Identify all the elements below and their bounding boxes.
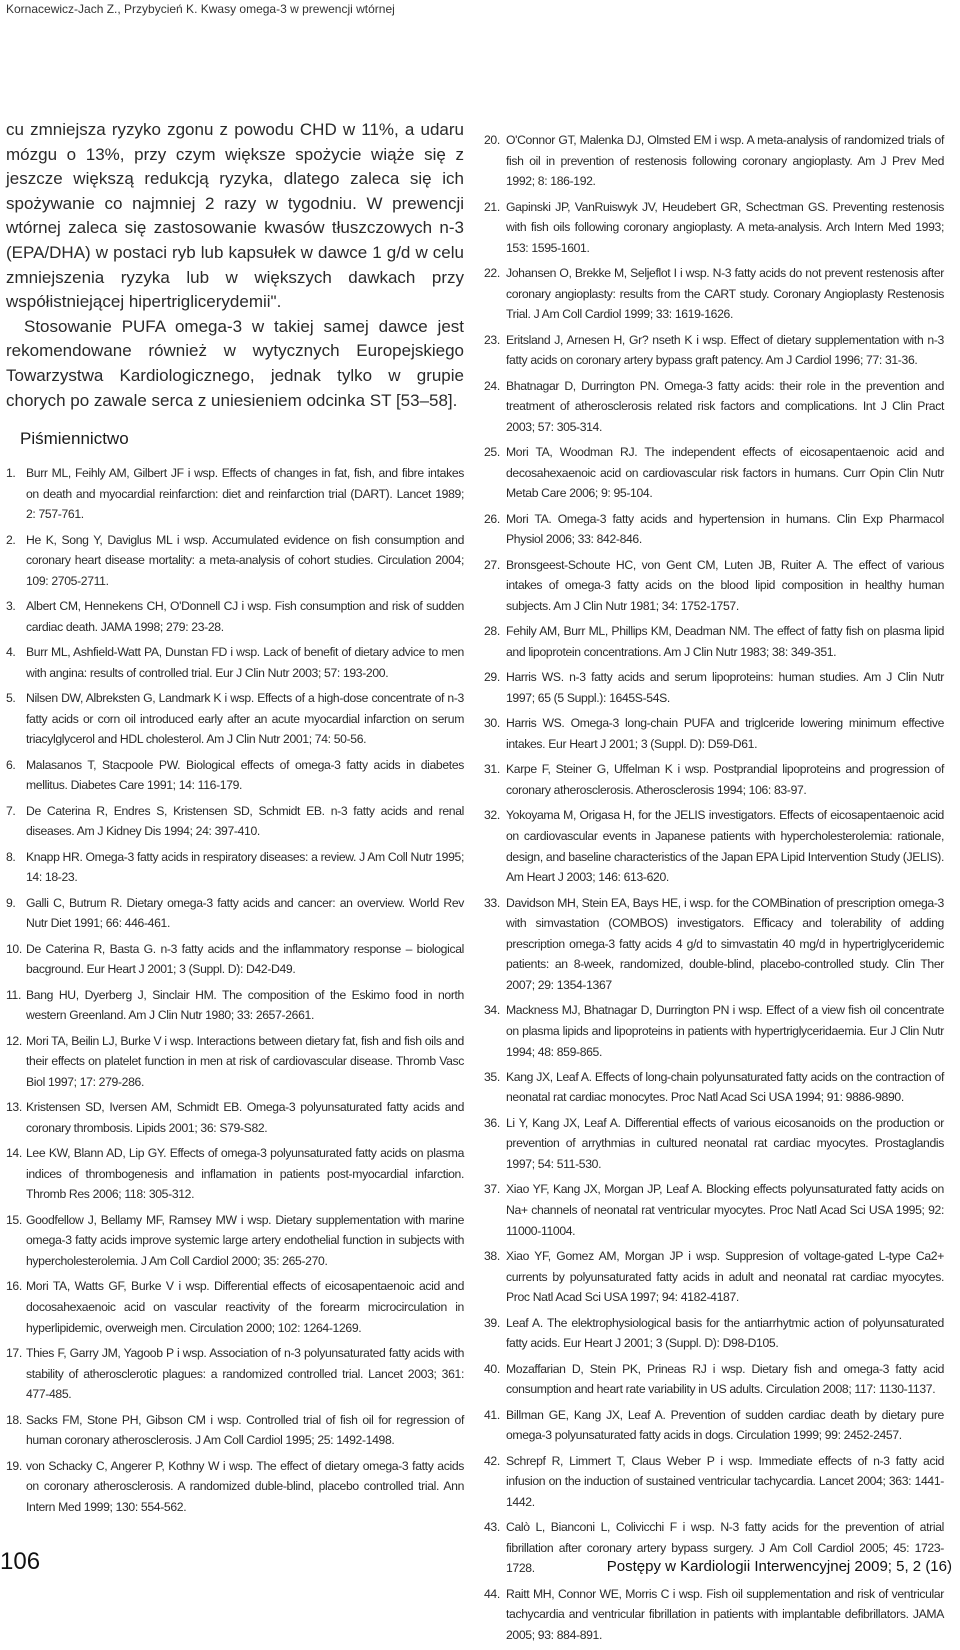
reference-number: 34. [484,1003,500,1018]
reference-item [6,463,464,525]
reference-item [484,555,944,617]
reference-text: Li Y, Kang JX, Leaf A. Differential effects of various eicosanoids on the production or prevention of arrythmias in cultured neonatal rat cardiac myocytes. Prostaglandis 1997; 54: 511-530. [506,1115,944,1172]
reference-item [484,1067,944,1108]
reference-text: Harris WS. n-3 fatty acids and serum lipoproteins: human studies. Am J Clin Nutr 1997; 65 (5 Suppl.): 1645S-54S. [506,670,944,706]
reference-item [6,939,464,980]
reference-item [484,1359,944,1400]
reference-number: 30. [484,716,500,731]
reference-number: 39. [484,1315,500,1330]
left-column [6,118,464,1522]
reference-number: 12. [6,1033,22,1048]
reference-item [484,621,944,662]
reference-text: Mori TA, Woodman RJ. The independent effects of eicosapentaenoic acid and decosahexaenoic acid on cardiovascular risk factors in humans. Curr Opin Clin Nutr Metab Care 2006; 9: 95-104. [506,445,944,501]
reference-number: 26. [484,511,500,526]
reference-text: O'Connor GT, Malenka DJ, Olmsted EM i wsp. A meta-analysis of randomized trials of fish oil in prevention of restenosis following coronary angioplasty. Am J Prev Med 1992; 8: 186-192. [506,133,944,189]
reference-number: 27. [484,557,500,572]
reference-text: von Schacky C, Angerer P, Kothny W i wsp. The effect of dietary omega-3 fatty acids on coronary atherosclerosis. A randomized duble-blind, placebo controlled trial. Ann Intern Med 1999; 130: 554-562. [26,1458,464,1514]
reference-number: 32. [484,808,500,823]
reference-item [6,642,464,683]
reference-number: 3. [6,599,16,614]
body-paragraph-1: cu zmniejsza ryzyko zgonu z powodu CHD w 11%, a udaru mózgu o 13%, przy czym większe spożycie wiąże się z jeszcze większą redukcją ryzyka, dlatego zaleca się ich spożywanie co najmniej 2 razy w tygodniu. W prewencji wtórnej zaleca się zastosowanie kwasów tłuszczowych n-3 (EPA/DHA) w postaci ryb lub kapsułek w dawce 1 g/d w celu zmniejszenia ryzyka lub w większych dawkach przy współistniejącej hipertriglicerydemii". [6,120,464,312]
reference-text: Mori TA, Watts GF, Burke V i wsp. Differential effects of eicosapentaenoic acid and docosahexaenoic acid on vascular reactivity of the forearm microcirculation in hyperlipidemic, overweigh men. Circulation 2000; 102: 1264-1269. [26,1279,464,1335]
reference-number: 15. [6,1212,22,1227]
reference-text: Mackness MJ, Bhatnagar D, Durrington PN i wsp. Effect of a view fish oil concentrate on plasma lipids and lipoproteins in patients with hypertriglyceridaemia. Eur J Clin Nutr 1994; 48: 859-865. [506,1003,944,1059]
reference-item [484,1584,944,1646]
references-heading: Piśmiennictwo [20,429,129,449]
reference-text: Johansen O, Brekke M, Seljeflot I i wsp. N-3 fatty acids do not prevent restenosis after coronary angioplasty: results from the CART study. Coronary Angioplasty Restenosis Trial. J Am Coll Cardiol 1999; 33: 1619-1626. [506,266,944,322]
reference-item [6,1097,464,1138]
reference-item [484,893,944,996]
reference-text: Davidson MH, Stein EA, Bays HE, i wsp. for the COMBination of prescription omega-3 with simvastation (COMBOS) investigators. Efficacy and tolerability of adding prescription omega-3 fatty acids 4 g/d to simvastatin 40 mg/d in hypertriglyceridemic patients: an 8-week, randomized, double-blind, placebo-controlled study. Clin Ther 2007; 29: 1354-1367 [506,895,944,992]
reference-text: Karpe F, Steiner G, Uffelman K i wsp. Postprandial lipoproteins and progression of coronary atherosclerosis. Atherosclerosis 1994; 106: 83-97. [506,762,944,797]
reference-item [6,688,464,750]
reference-item [484,1313,944,1354]
reference-number: 23. [484,332,500,347]
reference-number: 4. [6,645,16,660]
reference-text: Xiao YF, Gomez AM, Morgan JP i wsp. Suppresion of voltage-gated L-type Ca2+ currents by polyunsaturated fatty acids in adult and neonatal rat cardiac myocytes. Proc Natl Acad Sci USA 1997; 94: 4182-4187. [506,1249,944,1305]
reference-text: Gapinski JP, VanRuiswyk JV, Heudebert GR, Schectman GS. Preventing restenosis with fish oils following coronary angioplasty. A meta-analysis. Arch Intern Med 1993; 153: 1595-1601. [506,199,944,255]
body-paragraph-2: Stosowanie PUFA omega-3 w takiej samej dawce jest rekomendowane również w wytycznych Europejskiego Towarzystwa Kardiologicznego, jednak tylko w grupie chorych po zawale serca z uniesieniem odcinka ST [53–58]. [6,316,464,410]
reference-text: Mozaffarian D, Stein PK, Prineas RJ i wsp. Dietary fish and omega-3 fatty acid consumption and heart rate variability in US adults. Circulation 2008; 117: 1130-1137. [506,1361,944,1397]
reference-text: Sacks FM, Stone PH, Gibson CM i wsp. Controlled trial of fish oil for regression of human coronary atherosclerosis. J Am Coll Cardiol 1995; 25: 1492-1498. [26,1412,464,1448]
reference-item [6,1031,464,1093]
reference-text: Eritsland J, Arnesen H, Gr? nseth K i wsp. Effect of dietary supplementation with n-3 fatty acids on coronary artery bypass graft patency. Am J Cardiol 1996; 77: 31-36. [506,332,944,368]
reference-item [6,1456,464,1518]
reference-text: De Caterina R, Basta G. n-3 fatty acids and the inflammatory response – biological bacground. Eur Heart J 2001; 3 (Suppl. D): D42-D49. [26,941,464,977]
reference-number: 13. [6,1100,22,1115]
journal-footer: Postępy w Kardiologii Interwencyjnej 2009; 5, 2 (16) [606,1558,952,1575]
reference-item [6,1210,464,1272]
reference-item [6,1276,464,1338]
reference-item [484,197,944,259]
reference-text: Burr ML, Ashfield-Watt PA, Dunstan FD i wsp. Lack of benefit of dietary advice to men with angina: results of controlled trial. Eur J Clin Nutr 2003; 57: 193-200. [26,645,464,680]
reference-item [6,801,464,842]
reference-item [6,893,464,934]
reference-text: Xiao YF, Kang JX, Morgan JP, Leaf A. Blocking effects polyunsaturated fatty acids on Na+ channels of neonatal rat ventricular myocytes. Proc Natl Acad Sci USA 1995; 92: 11000-11004. [506,1182,944,1238]
reference-item [484,1246,944,1308]
reference-number: 6. [6,757,16,772]
reference-number: 20. [484,133,500,147]
reference-text: Thies F, Garry JM, Yagoob P i wsp. Association of n-3 polyunsaturated fatty acids with stability of atherosclerotic plagues: a randomized controlled trial. Lancet 2003; 361: 477-485. [26,1346,464,1402]
reference-text: Bronsgeest-Schoute HC, von Gent CM, Luten JB, Ruiter A. The effect of various intakes of omega-3 fatty acids on the blood lipid composition in healthy human subjects. Am J Clin Nutr 1981; 34: 1752-1757. [506,557,944,614]
reference-item [484,713,944,754]
reference-number: 40. [484,1361,500,1376]
references-list-left [6,463,464,1517]
reference-item [6,1143,464,1205]
reference-item [6,596,464,637]
reference-item [484,759,944,800]
reference-number: 42. [484,1453,500,1468]
running-header: Kornacewicz-Jach Z., Przybycień K. Kwasy omega-3 w prewencji wtórnej [6,2,395,16]
reference-number: 28. [484,624,500,639]
page-number: 106 [0,1548,41,1575]
reference-text: Calò L, Bianconi L, Colivicchi F i wsp. N-3 fatty acids for the prevention of atrial fibrillation after coronary artery bypass surgery. J Am Coll Cardiol 2005; 45: 1723-1728. [506,1520,944,1576]
reference-text: Malasanos T, Stacpoole PW. Biological effects of omega-3 fatty acids in diabetes mellitus. Diabetes Care 1991; 14: 116-179. [26,757,464,793]
reference-item [484,1405,944,1446]
reference-text: Harris WS. Omega-3 long-chain PUFA and triglceride lowering minimum effective intakes. Eur Heart J 2001; 3 (Suppl. D): D59-D61. [506,716,944,751]
reference-text: Albert CM, Hennekens CH, O'Donnell CJ i wsp. Fish consumption and risk of sudden cardiac death. JAMA 1998; 279: 23-28. [26,599,464,634]
reference-item [484,1000,944,1062]
reference-number: 31. [484,762,500,777]
reference-item [6,847,464,888]
reference-number: 9. [6,895,16,910]
reference-number: 1. [6,466,16,481]
reference-item [484,1451,944,1513]
reference-text: He K, Song Y, Daviglus ML i wsp. Accumulated evidence on fish consumption and coronary heart disease mortality: a meta-analysis of cohort studies. Circulation 2004; 109: 2705-2711. [26,532,464,588]
reference-number: 7. [6,803,16,818]
reference-item [6,1343,464,1405]
reference-text: Nilsen DW, Albreksten G, Landmark K i wsp. Effects of a high-dose concentrate of n-3 fatty acids or corn oil introduced early after an acute myocardial infarction on serum triacylglycerol and HDL cholesterol. Am J Clin Nutr 2001; 74: 50-56. [26,691,464,747]
reference-text: Lee KW, Blann AD, Lip GY. Effects of omega-3 polyunsaturated fatty acids on plasma indices of thrombogenesis and inflamation in patients post-myocardial infarction. Thromb Res 2006; 118: 305-312. [26,1146,464,1202]
reference-text: Schrepf R, Limmert T, Claus Weber P i wsp. Immediate effects of n-3 fatty acid infusion on the induction of sustained ventricular tachycardia. Lancet 2004; 363: 1441-1442. [506,1453,944,1509]
reference-number: 16. [6,1279,22,1294]
reference-number: 2. [6,532,16,547]
reference-number: 8. [6,849,16,864]
reference-number: 25. [484,445,500,460]
reference-item [484,330,944,371]
reference-text: Galli C, Butrum R. Dietary omega-3 fatty acids and cancer: an overview. World Rev Nutr Diet 1991; 66: 446-461. [26,895,464,931]
reference-number: 37. [484,1182,500,1197]
reference-number: 18. [6,1412,22,1427]
reference-text: Yokoyama M, Origasa H, for the JELIS investigators. Effects of eicosapentaenoic acid on cardiovascular events in Japanese patients with hypercholesterolemia: rationale, design, and baseline characteristics of the Japan EPA Lipid Intervention Study (JELIS). Am Heart J 2003; 146: 613-620. [506,808,944,885]
reference-item [6,985,464,1026]
reference-text: Raitt MH, Connor WE, Morris C i wsp. Fish oil supplementation and risk of ventricular tachycardia and ventricular fibrillation in patients with implantable defibrillators. JAMA 2005; 93: 884-891. [506,1586,944,1642]
reference-item [484,805,944,887]
reference-text: Kang JX, Leaf A. Effects of long-chain polyunsaturated fatty acids on the contraction of neonatal rat cardiac monocytes. Proc Natl Acad Sci USA 1994; 91: 9886-9890. [506,1069,944,1105]
reference-number: 33. [484,895,500,910]
reference-item [484,442,944,504]
reference-number: 19. [6,1458,22,1473]
reference-item [484,1113,944,1175]
reference-item [6,1410,464,1451]
reference-item [484,376,944,438]
reference-number: 36. [484,1115,500,1130]
reference-number: 24. [484,378,500,393]
reference-text: Kristensen SD, Iversen AM, Schmidt EB. Omega-3 polyunsaturated fatty acids and coronary thrombosis. Lipids 2001; 36: S79-S82. [26,1100,464,1135]
reference-number: 14. [6,1146,22,1161]
reference-text: Bhatnagar D, Durrington PN. Omega-3 fatty acids: their role in the prevention and treatment of atherosclerosis related risk factors and complications. Int J Clin Pract 2003; 57: 305-314. [506,378,944,434]
reference-text: Fehily AM, Burr ML, Phillips KM, Deadman NM. The effect of fatty fish on plasma lipid and lipoprotein concentrations. Am J Clin Nutr 1983; 38: 349-351. [506,624,944,660]
reference-text: Mori TA, Beilin LJ, Burke V i wsp. Interactions between dietary fat, fish and fish oils and their effects on platelet function in men at risk of cardiovascular disease. Thromb Vasc Biol 1997; 17: 279-286. [26,1033,464,1089]
right-column [484,130,944,1650]
reference-number: 29. [484,670,500,685]
reference-number: 41. [484,1407,500,1422]
reference-text: Burr ML, Feihly AM, Gilbert JF i wsp. Effects of changes in fat, fish, and fibre intakes on death and myocardial reinfarction: diet and reinfarction trial (DART). Lancet 1989; 2: 757-761. [26,466,464,522]
reference-number: 10. [6,941,22,956]
reference-number: 11. [6,987,21,1002]
reference-text: Leaf A. The elektrophysiological basis for the antiarrhytmic action of polyunsaturated fatty acids. Eur Heart J 2001; 3 (Suppl. D): D98-D105. [506,1315,944,1351]
reference-text: Billman GE, Kang JX, Leaf A. Prevention of sudden cardiac death by dietary pure omega-3 polyunsaturated fatty acids in dogs. Circulation 1999; 99: 2452-2457. [506,1407,944,1443]
reference-number: 21. [484,199,500,214]
reference-number: 44. [484,1586,500,1601]
reference-item [484,130,944,192]
reference-number: 17. [6,1346,22,1361]
reference-text: Bang HU, Dyerberg J, Sinclair HM. The composition of the Eskimo food in north western Greenland. Am J Clin Nutr 1980; 33: 2657-2661. [26,987,464,1023]
reference-item [484,1179,944,1241]
reference-number: 38. [484,1249,500,1264]
references-list-right [484,130,944,1646]
reference-item [484,509,944,550]
reference-text: Mori TA. Omega-3 fatty acids and hypertension in humans. Clin Exp Pharmacol Physiol 2006; 33: 842-846. [506,511,944,547]
reference-number: 35. [484,1069,500,1084]
reference-number: 22. [484,266,500,281]
reference-text: Goodfellow J, Bellamy MF, Ramsey MW i wsp. Dietary supplementation with marine omega-3 fatty acids improve systemic large artery endothelial function in subjects with hypercholesterolemia. J Am Coll Cardiol 2000; 35: 265-270. [26,1212,464,1269]
reference-item [6,755,464,796]
reference-text: De Caterina R, Endres S, Kristensen SD, Schmidt EB. n-3 fatty acids and renal diseases. Am J Kidney Dis 1994; 24: 397-410. [26,803,464,839]
reference-item [484,667,944,708]
reference-item [484,263,944,325]
reference-number: 5. [6,691,16,706]
reference-item [6,530,464,592]
reference-text: Knapp HR. Omega-3 fatty acids in respiratory diseases: a review. J Am Coll Nutr 1995; 14: 18-23. [26,849,464,885]
reference-number: 43. [484,1520,500,1535]
